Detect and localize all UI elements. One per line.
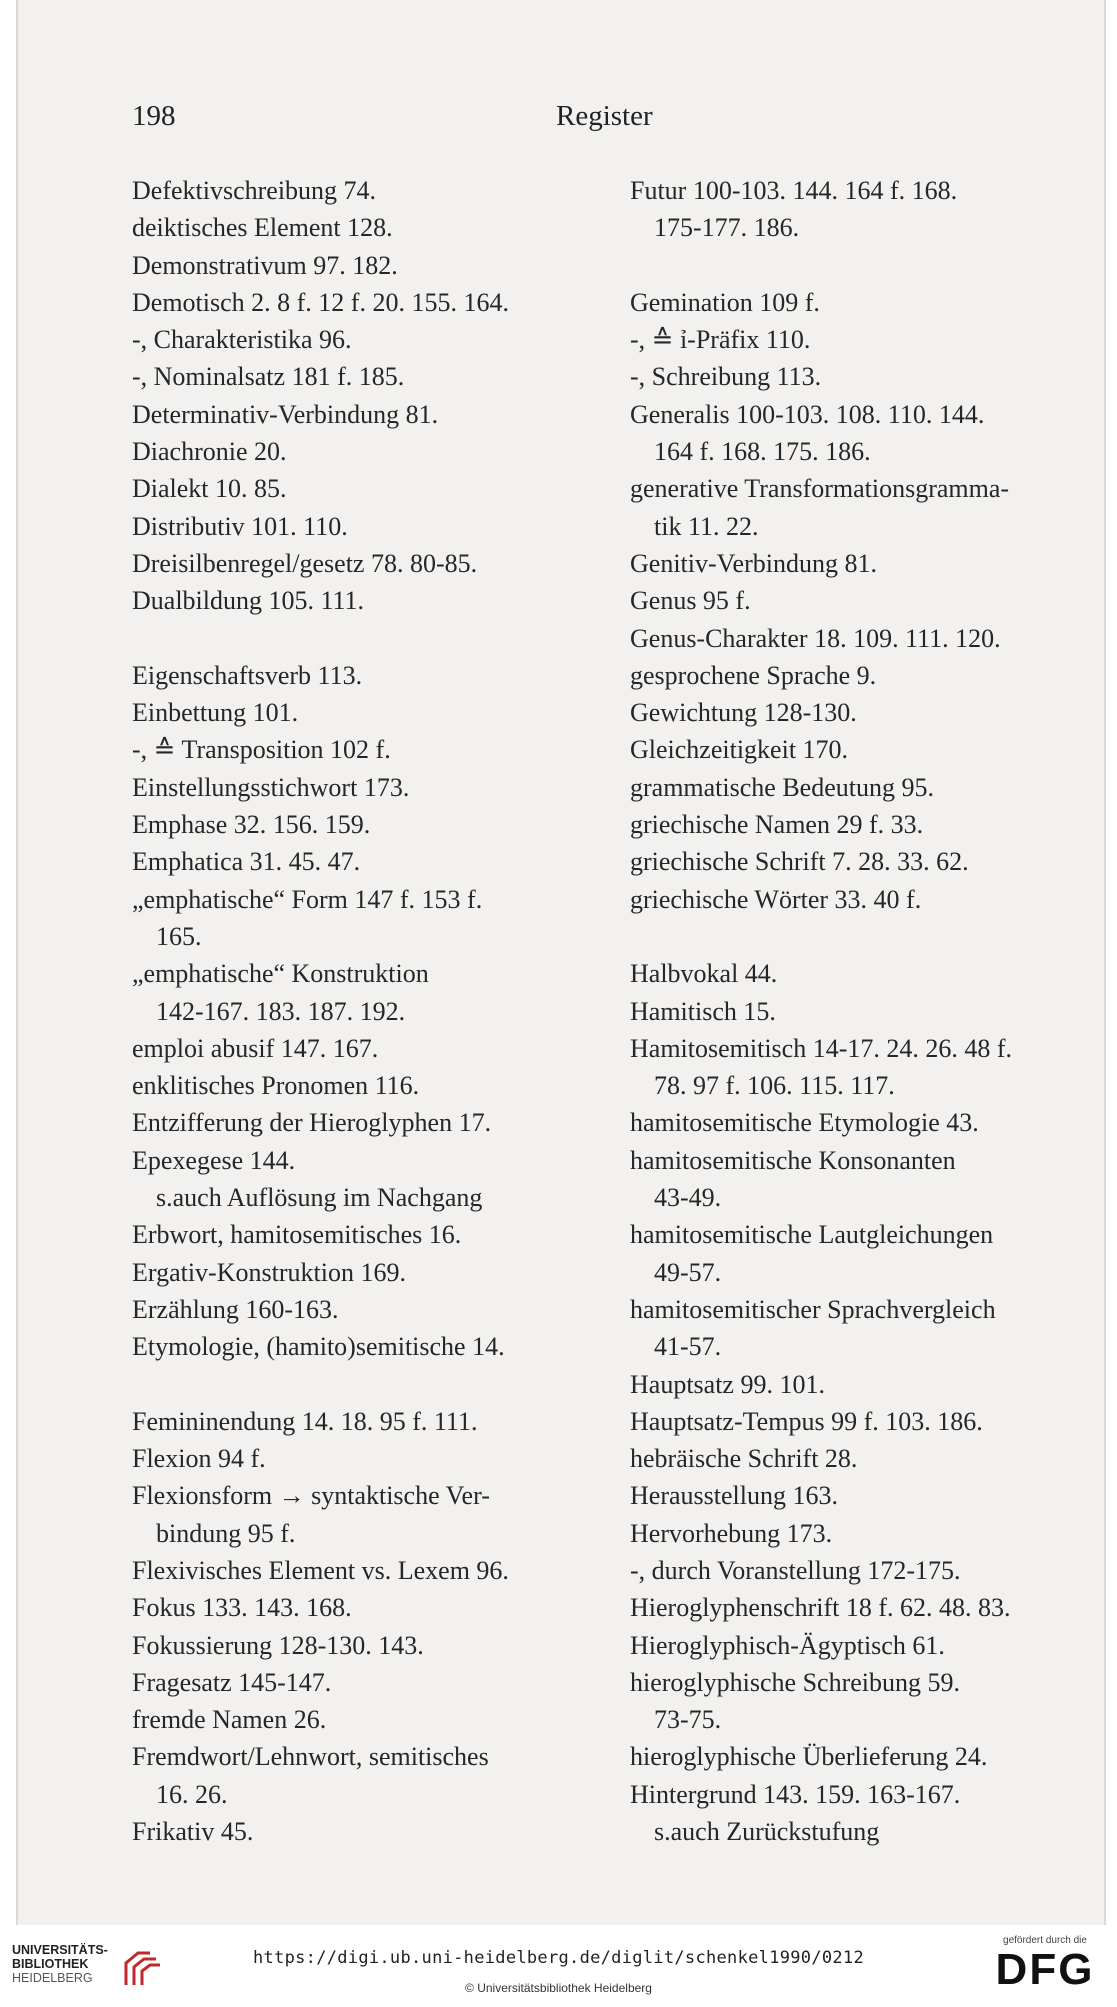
index-gap <box>132 1366 652 1403</box>
index-entry: -, Schreibung 113. <box>630 362 822 392</box>
dfg-logo[interactable] <box>985 1935 1105 2003</box>
index-gap <box>132 620 652 657</box>
index-entry: Hervorhebung 173. <box>630 1518 833 1548</box>
viewer-footer <box>0 1925 1117 2007</box>
index-entry: Eigenschaftsverb 113. <box>132 660 363 690</box>
index-entry: Fokussierung 128-130. 143. <box>132 1630 424 1660</box>
index-gap <box>630 247 1090 284</box>
index-entry: Demotisch 2. 8 f. 12 f. 20. 155. 164. <box>132 287 509 317</box>
index-entry: Erbwort, hamitosemitisches 16. <box>132 1220 462 1250</box>
index-entry: 16. 26. <box>156 1779 228 1809</box>
index-entry: s.auch Zurückstufung <box>654 1817 880 1847</box>
index-entry: Entzifferung der Hieroglyphen 17. <box>132 1108 492 1138</box>
index-entry: Dualbildung 105. 111. <box>132 586 365 616</box>
index-entry: 41-57. <box>654 1332 722 1362</box>
index-entry: Gewichtung 128-130. <box>630 698 857 728</box>
index-column-left <box>132 172 652 1850</box>
index-entry: Genus 95 f. <box>630 586 751 616</box>
index-entry: gesprochene Sprache 9. <box>630 660 877 690</box>
library-name-line1: UNIVERSITÄTS- <box>12 1943 108 1957</box>
index-entry: „emphatische“ Form 147 f. 153 f. <box>132 884 483 914</box>
index-entry: Hauptsatz 99. 101. <box>630 1369 825 1399</box>
index-entry: griechische Wörter 33. 40 f. <box>630 884 922 914</box>
index-entry: Demonstrativum 97. 182. <box>132 250 398 280</box>
index-entry: Genus-Charakter 18. 109. 111. 120. <box>630 623 1001 653</box>
index-entry: 49-57. <box>654 1257 722 1287</box>
index-entry: hieroglyphische Schreibung 59. <box>630 1667 960 1697</box>
index-entry: fremde Namen 26. <box>132 1705 327 1735</box>
index-entry: Distributiv 101. 110. <box>132 511 348 541</box>
index-entry: tik 11. 22. <box>654 511 759 541</box>
index-entry: Flexivisches Element vs. Lexem 96. <box>132 1555 509 1585</box>
index-entry: Defektivschreibung 74. <box>132 176 377 205</box>
index-entry: Epexegese 144. <box>132 1145 296 1175</box>
index-entry: Hintergrund 143. 159. 163-167. <box>630 1779 961 1809</box>
index-entry: Herausstellung 163. <box>630 1481 838 1511</box>
copyright-notice: © Universitätsbibliothek Heidelberg <box>465 1981 652 1995</box>
index-entry: deiktisches Element 128. <box>132 213 393 243</box>
index-entry: Hauptsatz-Tempus 99 f. 103. 186. <box>630 1406 983 1436</box>
index-entry: s.auch Auflösung im Nachgang <box>156 1183 483 1213</box>
index-entry: Einbettung 101. <box>132 698 299 728</box>
index-entry: Determinativ-Verbindung 81. <box>132 399 439 429</box>
index-entry: Generalis 100-103. 108. 110. 144. <box>630 399 985 429</box>
index-entry: Fremdwort/Lehnwort, semitisches <box>132 1742 489 1772</box>
index-entry: Hamitosemitisch 14-17. 24. 26. 48 f. <box>630 1033 1013 1063</box>
index-entry: Hieroglyphisch-Ägyptisch 61. <box>630 1630 945 1660</box>
index-entry: 142-167. 183. 187. 192. <box>156 996 406 1026</box>
index-entry: Hamitisch 15. <box>630 996 776 1026</box>
index-entry: hamitosemitischer Sprachvergleich <box>630 1294 996 1324</box>
index-entry: Fokus 133. 143. 168. <box>132 1593 352 1623</box>
index-entry: 165. <box>156 921 202 951</box>
index-entry: Hieroglyphenschrift 18 f. 62. 48. 83. <box>630 1593 1011 1623</box>
index-entry: Flexion 94 f. <box>132 1444 266 1474</box>
index-entry: 164 f. 168. 175. 186. <box>654 437 871 467</box>
index-entry: 175-177. 186. <box>654 213 800 243</box>
running-head: Register <box>556 100 653 132</box>
index-entry: 78. 97 f. 106. 115. 117. <box>654 1071 895 1101</box>
index-entry: Dreisilbenregel/gesetz 78. 80-85. <box>132 548 478 578</box>
index-entry: Emphatica 31. 45. 47. <box>132 847 361 877</box>
index-entry: grammatische Bedeutung 95. <box>630 772 934 802</box>
page-number: 198 <box>132 100 176 132</box>
index-entry: Diachronie 20. <box>132 437 287 467</box>
scanned-page <box>16 0 1106 1925</box>
index-entry: Frikativ 45. <box>132 1817 254 1847</box>
index-entry: Ergativ-Konstruktion 169. <box>132 1257 406 1287</box>
index-entry: -, ≙ ỉ-Präfix 110. <box>630 325 811 355</box>
index-entry: griechische Namen 29 f. 33. <box>630 810 924 840</box>
index-entry: hebräische Schrift 28. <box>630 1444 858 1474</box>
index-entry: emploi abusif 147. 167. <box>132 1033 379 1063</box>
index-entry: Emphase 32. 156. 159. <box>132 810 371 840</box>
index-entry: Halbvokal 44. <box>630 959 778 989</box>
index-entry: griechische Schrift 7. 28. 33. 62. <box>630 847 969 877</box>
index-entry: Dialekt 10. 85. <box>132 474 287 504</box>
index-entry: enklitisches Pronomen 116. <box>132 1071 420 1101</box>
index-entry: hamitosemitische Konsonanten <box>630 1145 956 1175</box>
index-entry: Flexionsform → syntaktische Ver- <box>132 1481 490 1511</box>
index-entry: hieroglyphische Überlieferung 24. <box>630 1742 988 1772</box>
page-url[interactable]: https://digi.ub.uni-heidelberg.de/diglit/schenkel1990/0212 <box>252 1948 865 1968</box>
index-entry: Gleichzeitigkeit 170. <box>630 735 849 765</box>
index-entry: -, ≙ Transposition 102 f. <box>132 735 391 765</box>
index-entry: Einstellungsstichwort 173. <box>132 772 410 802</box>
index-gap <box>630 918 1090 955</box>
index-entry: -, Charakteristika 96. <box>132 325 352 355</box>
index-entry: 73-75. <box>654 1705 722 1735</box>
funder-note: gefördert durch die <box>1003 1935 1087 1946</box>
index-entry: Fragesatz 145-147. <box>132 1667 332 1697</box>
index-entry: Gemination 109 f. <box>630 287 820 317</box>
index-entry: bindung 95 f. <box>156 1518 296 1548</box>
index-entry: hamitosemitische Lautgleichungen <box>630 1220 994 1250</box>
index-entry: Futur 100-103. 144. 164 f. 168. <box>630 176 958 205</box>
index-entry: „emphatische“ Konstruktion <box>132 959 429 989</box>
index-entry: hamitosemitische Etymologie 43. <box>630 1108 979 1138</box>
index-entry: 43-49. <box>654 1183 722 1213</box>
index-entry: Femininendung 14. 18. 95 f. 111. <box>132 1406 478 1436</box>
index-entry: Etymologie, (hamito)semitische 14. <box>132 1332 505 1362</box>
index-entry: -, Nominalsatz 181 f. 185. <box>132 362 405 392</box>
index-entry: -, durch Voranstellung 172-175. <box>630 1555 961 1585</box>
index-entry: Genitiv-Verbindung 81. <box>630 548 877 578</box>
library-name-line3: HEIDELBERG <box>12 1971 93 1985</box>
index-column-right <box>630 172 1090 1850</box>
index-entry: Erzählung 160-163. <box>132 1294 339 1324</box>
index-entry: generative Transformationsgramma- <box>630 474 1010 504</box>
library-name-line2: BIBLIOTHEK <box>12 1957 89 1971</box>
dfg-logo-text: DFG <box>995 1945 1095 1994</box>
